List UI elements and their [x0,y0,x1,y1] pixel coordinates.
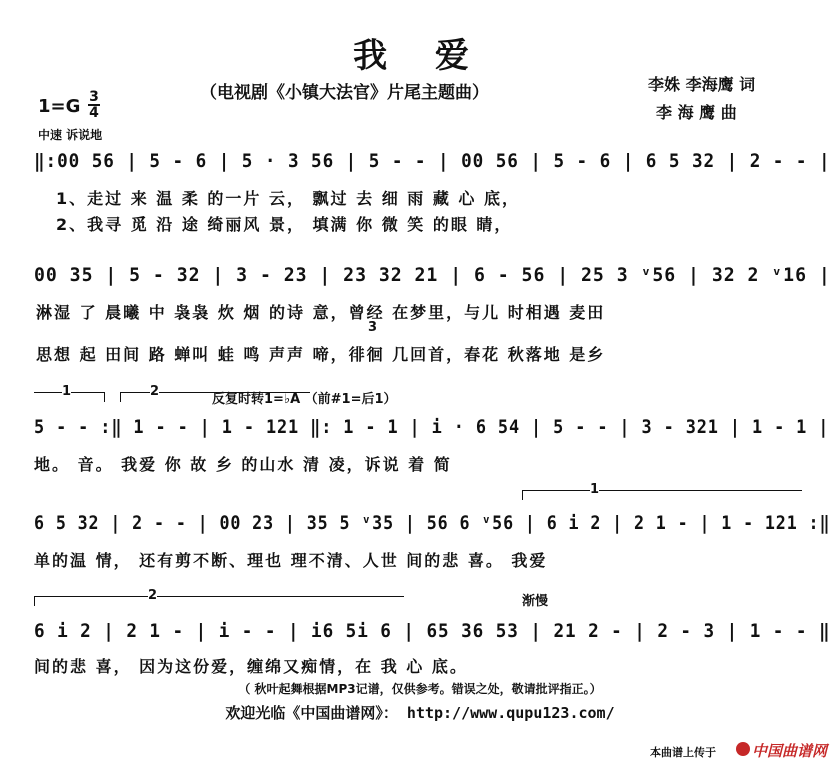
lyrics-row-1-verse-1: 1、走过 来 温 柔 的一片 云， 飘过 去 细 雨 藏 心 底， [56,189,520,208]
lyrics-row-1-verse-2: 2、我寻 觅 沿 途 绮丽风 景， 填满 你 微 笑 的眼 睛， [56,215,513,234]
volta-bracket-2b [34,596,404,597]
score-row-2: 00 35 | 5 - 32 | 3 - 23 | 23 32 21 | 6 - 56 | 25 3 ᵛ56 | 32 2 ᵛ16 | [34,264,831,286]
transcription-note: （ 秋叶起舞根据MP3记谱，仅供参考。错误之处，敬请批评指正。） [238,682,602,696]
time-signature-top: 3 [89,89,99,105]
key-signature: 1=G [38,96,81,117]
lyrics-row-5: 间的悲 喜， 因为这份爱，缠绵又痴情，在 我 心 底。 [34,657,468,676]
song-title: 我 爱 [353,36,487,76]
composer-credit: 李 海 鹰 曲 [656,103,737,122]
brand-name[interactable]: 中国曲谱网 [752,742,828,760]
time-signature-bottom: 4 [89,105,99,121]
tempo-marking: 中速 诉说地 [38,128,103,142]
website-link[interactable]: 欢迎光临《中国曲谱网》： http://www.qupu123.com/ [225,704,615,722]
time-signature [88,90,100,120]
score-row-5: 6 i 2 | 2 1 - | i - - | i6 5i 6 | 65 36 53 | 21 2 - | 2 - 3 | 1 - - ‖ [34,620,831,642]
volta-tick [120,392,121,402]
ending-2b-label: 2 [148,588,158,603]
tempo-change: 渐慢 [522,594,549,609]
upload-note: 本曲谱上传于 [650,746,716,759]
volta-tick [104,392,105,402]
score-row-4: 6 5 32 | 2 - - | 00 23 | 35 5 ᵛ35 | 56 6 ᵛ56 | 6 i 2 | 2 1 - | 1 - 121 :‖ [34,512,831,534]
song-subtitle: （电视剧《小镇大法官》片尾主题曲） [200,83,489,103]
ending-1-label: 1 [62,384,72,399]
volta-bracket-1b [522,490,802,491]
score-row-3: 5 - - :‖ 1 - - | 1 - 121 ‖: 1 - 1 | i · 6 54 | 5 - - | 3 - 321 | 1 - 1 | [34,416,830,438]
volta-tick [522,490,523,500]
ending-2-label: 2 [150,384,160,399]
lyrics-row-4: 单的温 情， 还有剪不断、理也 理不清、人世 间的悲 喜。 我爱 [34,551,548,570]
triplet-mark: 3 [368,320,378,335]
lyrics-row-3: 地。 音。 我爱 你 故 乡 的山水 清 凌，诉说 着 简 [34,455,452,474]
lyrics-row-2-verse-2: 思想 起 田间 路 蝉叫 蛙 鸣 声声 啼，徘徊 几回首，春花 秋落地 是乡 [36,345,606,364]
score-row-1: ‖:00 56 | 5 - 6 | 5 · 3 56 | 5 - - | 00 56 | 5 - 6 | 6 5 32 | 2 - - | [34,150,831,172]
lyricist-credit: 李姝 李海鹰 词 [648,75,756,94]
volta-tick [34,596,35,606]
lyrics-row-2-verse-1: 淋湿 了 晨曦 中 袅袅 炊 烟 的诗 意，曾经 在梦里，与儿 时相遇 麦田 [36,303,606,322]
ending-1b-label: 1 [590,482,600,497]
modulation-note: 反复时转1=♭A （前#1=后1） [212,392,397,407]
brand-logo-icon [736,742,750,756]
